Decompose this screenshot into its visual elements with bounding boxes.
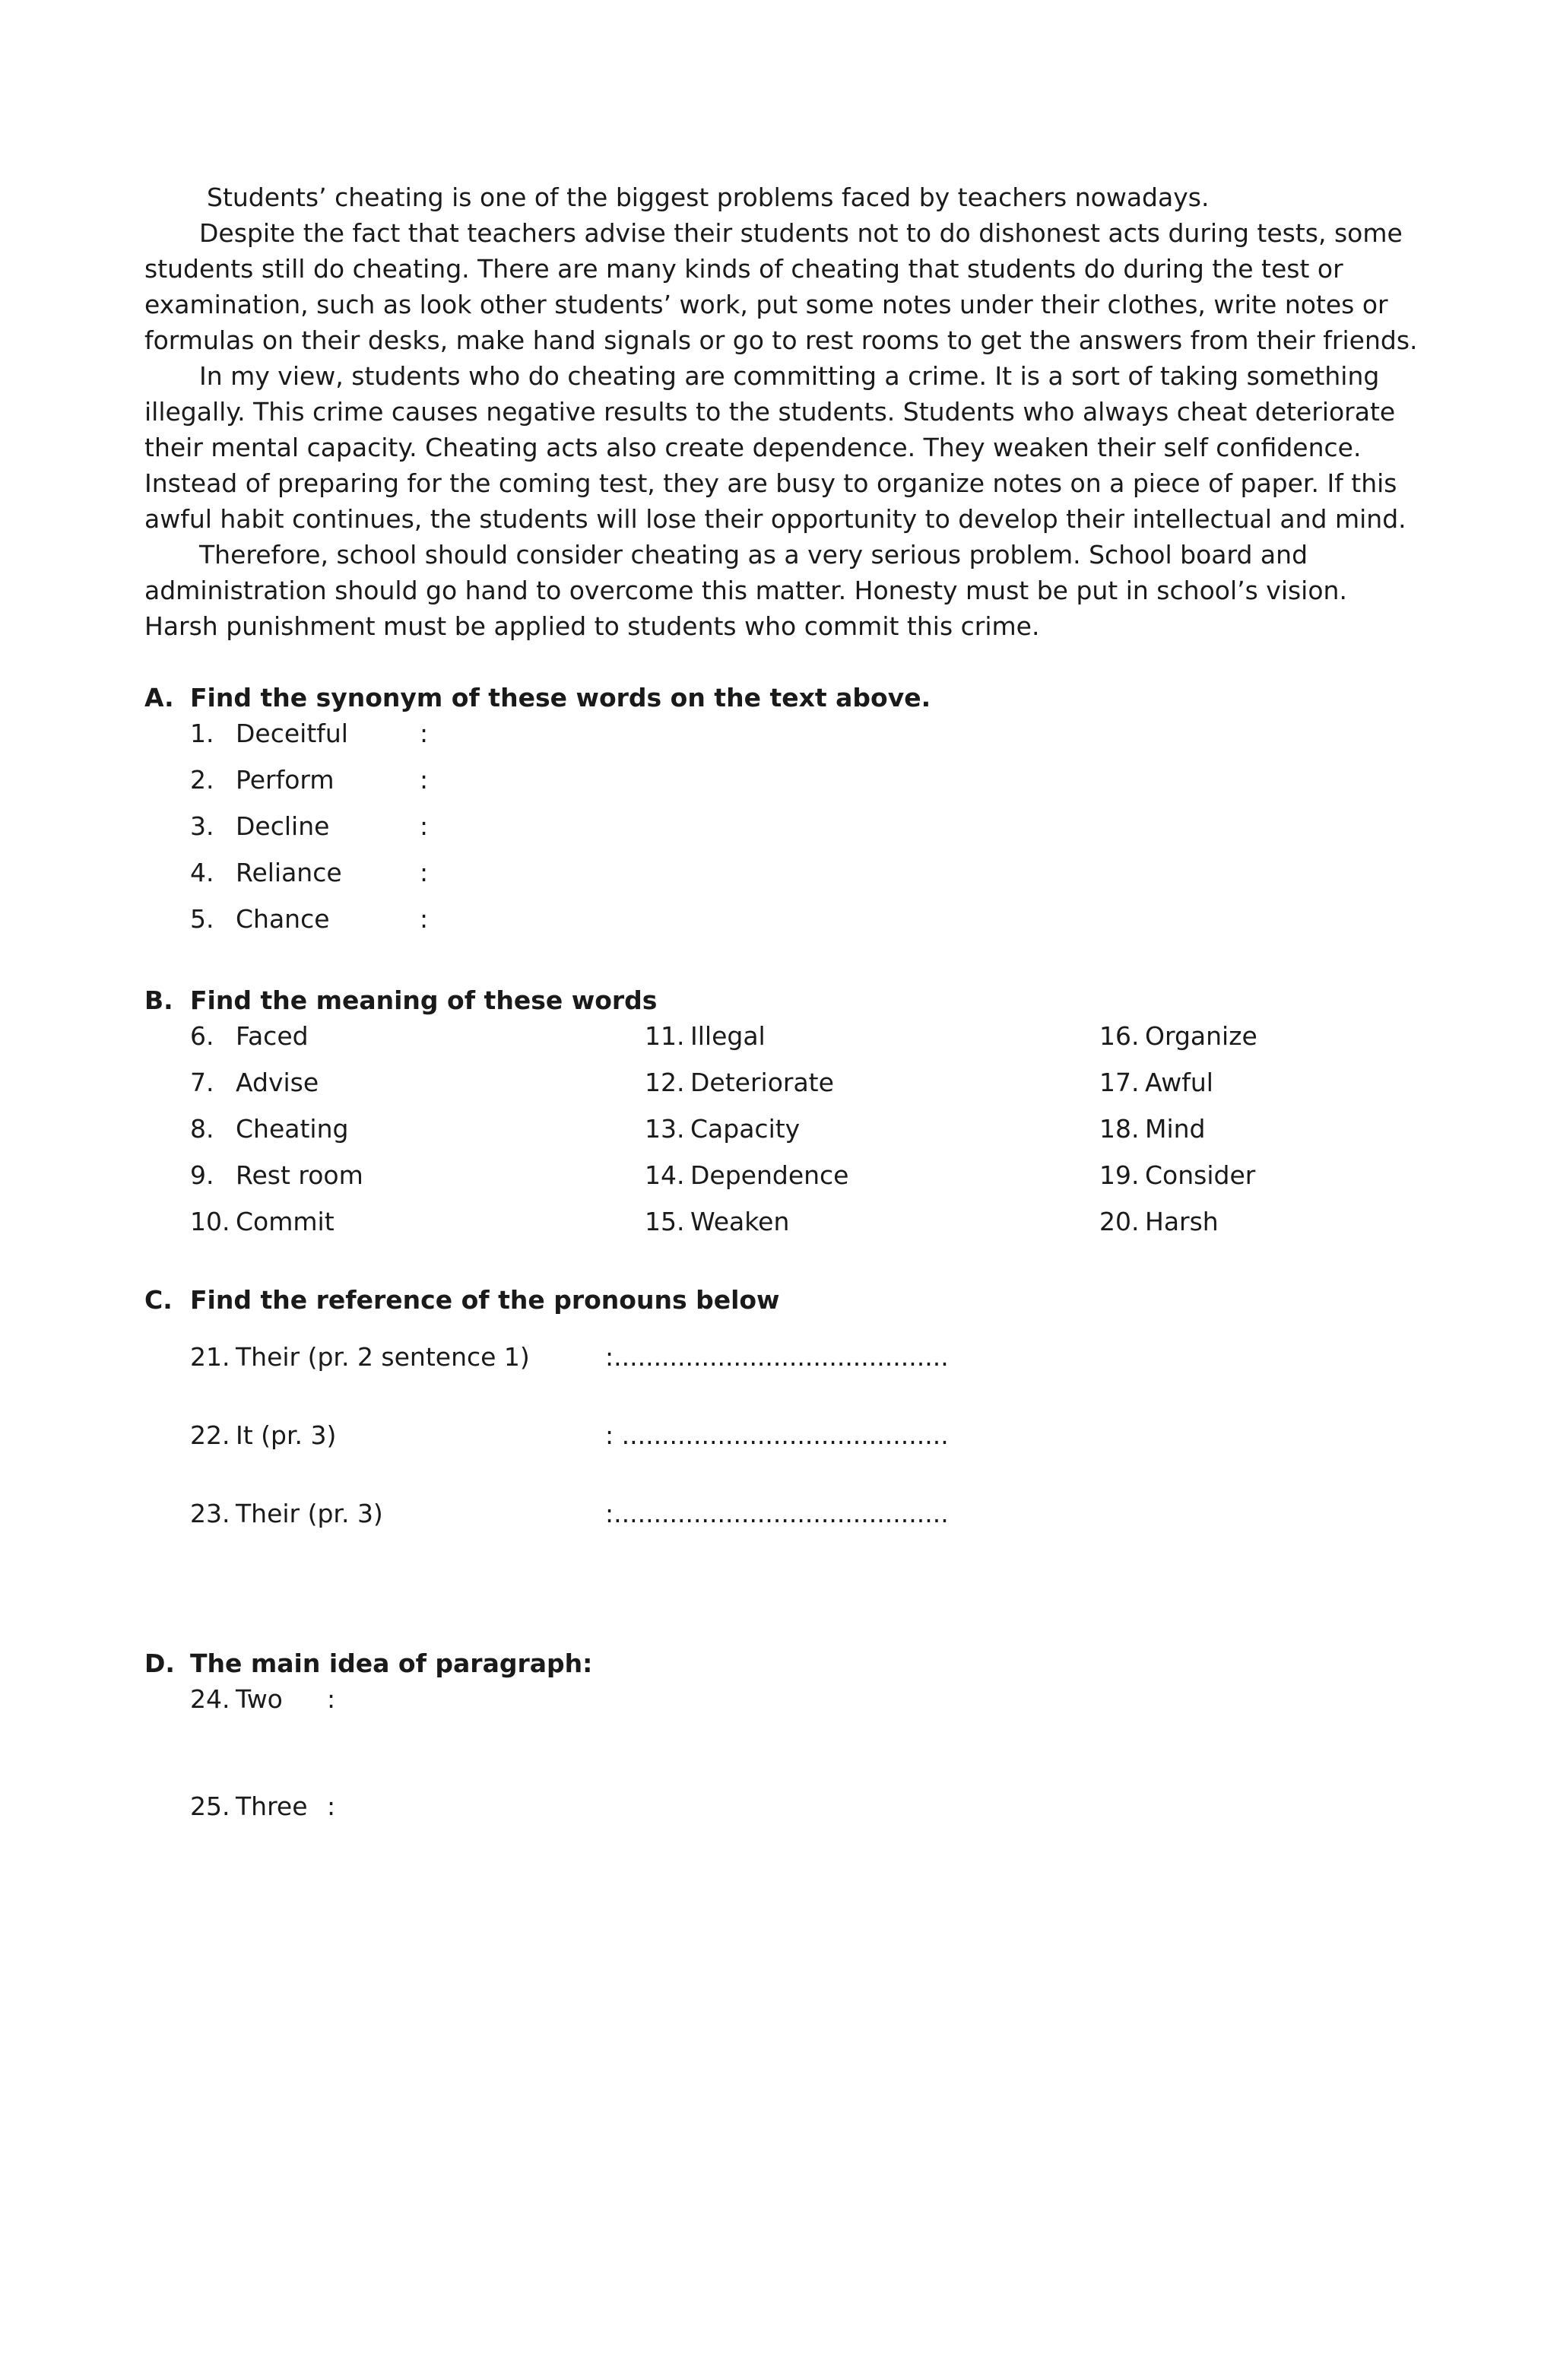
worksheet-page xyxy=(144,179,1422,1896)
list-item xyxy=(645,1111,800,1147)
item-number: 24. xyxy=(190,1684,230,1714)
synonym-list xyxy=(190,716,1422,947)
list-item xyxy=(190,901,1422,947)
pronoun-prompt xyxy=(190,1417,336,1453)
item-number: 11. xyxy=(645,1021,685,1051)
item-number: 23. xyxy=(190,1499,230,1528)
item-word: Harsh xyxy=(1145,1207,1219,1236)
pronoun-prompt xyxy=(190,1496,383,1531)
section-c-title: Find the reference of the pronouns below xyxy=(190,1285,780,1315)
item-label: Their (pr. 2 sentence 1) xyxy=(236,1342,530,1372)
item-word: Perform xyxy=(236,765,335,795)
section-a-letter: A. xyxy=(144,683,174,712)
item-word: Mind xyxy=(1145,1114,1206,1144)
item-word: Chance xyxy=(236,904,330,934)
section-d-letter: D. xyxy=(144,1649,175,1678)
list-item xyxy=(645,1018,766,1054)
meaning-grid xyxy=(190,1018,1422,1250)
section-a-heading xyxy=(144,680,1422,716)
item-word: Dependence xyxy=(690,1160,849,1190)
item-number: 25. xyxy=(190,1791,230,1821)
grid-row xyxy=(190,1111,1422,1157)
list-item xyxy=(1099,1157,1255,1193)
item-number: 1. xyxy=(190,719,214,748)
item-number: 6. xyxy=(190,1021,214,1051)
item-number: 19. xyxy=(1099,1160,1140,1190)
item-word: Illegal xyxy=(690,1021,766,1051)
answer-colon: : xyxy=(420,719,429,748)
item-word: Commit xyxy=(236,1207,335,1236)
item-word: Deceitful xyxy=(236,719,348,748)
passage-paragraph-1: Students’ cheating is one of the biggest problems faced by teachers nowadays. xyxy=(207,182,1210,212)
passage-paragraph-4: Therefore, school should consider cheating as a very serious problem. School board and administration should go hand to overcome this matter. Honesty must be put in school’s vision. Harsh punishment must be applied to students who commit this crime. xyxy=(144,540,1347,641)
section-d-title: The main idea of paragraph: xyxy=(190,1649,593,1678)
item-number: 15. xyxy=(645,1207,685,1236)
section-b-heading xyxy=(144,982,1422,1018)
item-number: 18. xyxy=(1099,1114,1140,1144)
list-item xyxy=(190,855,1422,901)
item-number: 17. xyxy=(1099,1068,1140,1097)
section-b-title: Find the meaning of these words xyxy=(190,985,658,1015)
passage-paragraph-2: Despite the fact that teachers advise their students not to do dishonest acts during tests, some students still do cheating. There are many kinds of cheating that students do during the test or examination, such as look other students’ work, put some notes under their clothes, write notes or formulas on their desks, make hand signals or go to rest rooms to get the answers from their friends. xyxy=(144,218,1418,355)
list-item xyxy=(190,762,1422,808)
answer-blank: :.......................................... xyxy=(605,1342,949,1372)
list-item xyxy=(645,1157,849,1193)
answer-colon: : xyxy=(420,811,429,841)
reading-passage xyxy=(144,179,1422,644)
grid-row xyxy=(190,1157,1422,1204)
item-word: Cheating xyxy=(236,1114,349,1144)
list-item xyxy=(1099,1111,1206,1147)
section-a-title: Find the synonym of these words on the text above. xyxy=(190,683,931,712)
answer-colon: : xyxy=(420,904,429,934)
answer-colon: : xyxy=(420,858,429,887)
list-item xyxy=(190,1204,335,1239)
item-number: 22. xyxy=(190,1420,230,1450)
item-word: Deteriorate xyxy=(690,1068,834,1097)
item-label: Their (pr. 3) xyxy=(236,1499,383,1528)
item-label: It (pr. 3) xyxy=(236,1420,337,1450)
item-word: Decline xyxy=(236,811,330,841)
item-number: 9. xyxy=(190,1160,214,1190)
passage-paragraph-3: In my view, students who do cheating are committing a crime. It is a sort of taking something illegally. This crime causes negative results to the students. Students who always cheat deteriorate their mental capacity. Cheating acts also create dependence. They weaken their self confidence. Instead of preparing for the coming test, they are busy to organize notes on a piece of paper. If this awful habit continues, the students will lose their opportunity to develop their intellectual and mind. xyxy=(144,361,1406,534)
item-label: Two xyxy=(236,1684,283,1714)
list-item xyxy=(190,1065,319,1100)
answer-blank: :.......................................... xyxy=(605,1499,949,1528)
item-number: 12. xyxy=(645,1068,685,1097)
main-idea-list xyxy=(190,1681,1422,1896)
pronoun-prompt xyxy=(190,1339,530,1375)
list-item xyxy=(190,1339,1422,1417)
answer-blank: : ......................................... xyxy=(605,1420,949,1450)
section-b-letter: B. xyxy=(144,985,173,1015)
item-number: 2. xyxy=(190,765,214,795)
section-c-letter: C. xyxy=(144,1285,173,1315)
list-item xyxy=(1099,1204,1219,1239)
idea-prompt xyxy=(190,1788,308,1824)
item-number: 16. xyxy=(1099,1021,1140,1051)
list-item xyxy=(190,1018,309,1054)
list-item xyxy=(190,1417,1422,1496)
answer-colon: : xyxy=(327,1684,336,1714)
item-word: Awful xyxy=(1145,1068,1213,1097)
list-item xyxy=(190,1111,348,1147)
item-number: 5. xyxy=(190,904,214,934)
item-number: 7. xyxy=(190,1068,214,1097)
item-word: Faced xyxy=(236,1021,309,1051)
answer-colon: : xyxy=(327,1791,336,1821)
pronoun-list xyxy=(190,1339,1422,1574)
item-word: Weaken xyxy=(690,1207,790,1236)
item-number: 13. xyxy=(645,1114,685,1144)
section-c-heading xyxy=(144,1282,1422,1318)
item-word: Advise xyxy=(236,1068,319,1097)
answer-colon: : xyxy=(420,765,429,795)
item-word: Reliance xyxy=(236,858,342,887)
item-word: Rest room xyxy=(236,1160,363,1190)
list-item xyxy=(190,1681,1422,1788)
grid-row xyxy=(190,1065,1422,1111)
list-item xyxy=(645,1204,789,1239)
item-number: 21. xyxy=(190,1342,230,1372)
list-item xyxy=(190,716,1422,762)
list-item xyxy=(1099,1065,1213,1100)
idea-prompt xyxy=(190,1681,283,1717)
item-number: 4. xyxy=(190,858,214,887)
grid-row xyxy=(190,1018,1422,1065)
item-number: 3. xyxy=(190,811,214,841)
item-word: Organize xyxy=(1145,1021,1257,1051)
item-number: 14. xyxy=(645,1160,685,1190)
section-d-heading xyxy=(144,1645,1422,1681)
item-number: 20. xyxy=(1099,1207,1140,1236)
list-item xyxy=(645,1065,834,1100)
item-word: Consider xyxy=(1145,1160,1256,1190)
item-label: Three xyxy=(236,1791,308,1821)
list-item xyxy=(190,1157,363,1193)
item-word: Capacity xyxy=(690,1114,801,1144)
list-item xyxy=(190,1788,1422,1896)
grid-row xyxy=(190,1204,1422,1250)
list-item xyxy=(1099,1018,1257,1054)
list-item xyxy=(190,808,1422,855)
list-item xyxy=(190,1496,1422,1574)
item-number: 10. xyxy=(190,1207,230,1236)
item-number: 8. xyxy=(190,1114,214,1144)
